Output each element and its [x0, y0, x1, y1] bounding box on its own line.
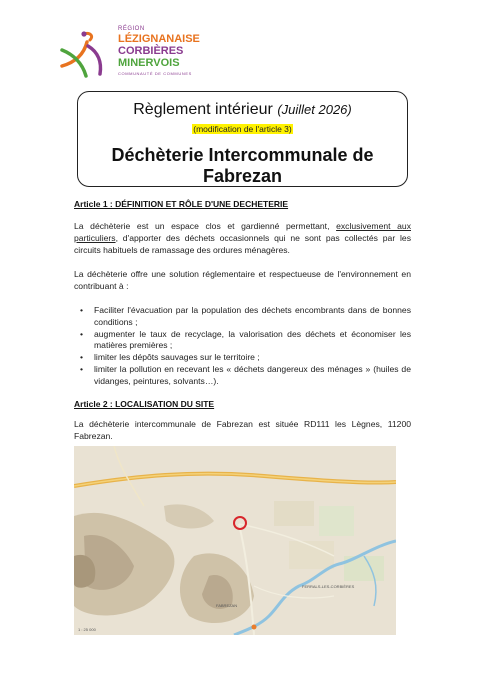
document-date: (Juillet 2026) [277, 102, 352, 117]
logo-line-3: MINERVOIS [118, 57, 180, 69]
list-item: • Faciliter l'évacuation par la population des déchets encombrants dans de bonnes conditions ; [80, 305, 411, 327]
article-2-paragraph-1: La déchèterie intercommunale de Fabrezan est située RD111 les Lègnes, 11200 Fabrezan. [74, 419, 411, 441]
list-item: • limiter les dépôts sauvages sur le territoire ; [80, 352, 260, 363]
bullet-text: Faciliter l'évacuation par la population des déchets encombrants dans de bonnes conditions ; [94, 305, 411, 327]
article-1-bullet-list [74, 305, 411, 388]
map-label-town2: FABREZAN [216, 603, 238, 608]
article-1-p1-start: La déchèterie est un espace clos et gardienné permettant, [74, 221, 337, 231]
article-1-heading: Article 1 : DÉFINITION ET RÔLE D'UNE DECHETERIE [74, 199, 289, 209]
logo-line-1: LÉZIGNANAISE [118, 33, 200, 45]
logo-subtitle: COMMUNAUTÉ DE COMMUNES [118, 71, 192, 76]
article-1-paragraph-1 [74, 221, 411, 256]
logo-region-text: RÉGION [118, 26, 145, 32]
map-scale: 1 : 25 000 [78, 627, 96, 632]
article-1-p1-end: , d'apporter des déchets occasionnels qui ne sont pas collectés par les circuits habituels de ramassage des ordures ménagères. [74, 232, 411, 255]
site-title: Déchèterie Intercommunale de Fabrezan [111, 145, 374, 186]
map-image [74, 446, 396, 635]
map-label-town1: FERRALS-LES-CORBIÈRES [302, 584, 355, 589]
logo [54, 22, 214, 84]
document-title-line [78, 101, 407, 119]
article-2-heading: Article 2 : LOCALISATION DU SITE [74, 399, 215, 409]
logo-mark-icon [54, 28, 110, 82]
article-1-p1-underlined: exclusivement aux particuliers [74, 221, 411, 243]
list-item: • limiter la pollution en recevant les « déchets dangereux des ménages » (huiles de vidanges, peintures, solvants…). [80, 363, 411, 386]
document-title: Règlement intérieur [133, 101, 273, 118]
title-box [77, 91, 408, 187]
article-1-paragraph-2: La déchèterie offre une solution réglementaire et respectueuse de l'environnement en contribuant à : [74, 269, 411, 291]
bullet-text: limiter les dépôts sauvages sur le territoire ; [94, 352, 260, 363]
list-item: • augmenter le taux de recyclage, la valorisation des déchets et économiser les matières premières ; [80, 328, 411, 351]
bullet-text: augmenter le taux de recyclage, la valorisation des déchets et économiser les matières premières ; [94, 328, 411, 351]
logo-line-2: CORBIÈRES [118, 45, 184, 57]
location-map [74, 446, 396, 635]
bullet-text: limiter la pollution en recevant les « déchets dangereux des ménages » (huiles de vidanges, peintures, solvants…). [94, 363, 411, 386]
modification-note: (modification de l'article 3) [193, 124, 292, 134]
